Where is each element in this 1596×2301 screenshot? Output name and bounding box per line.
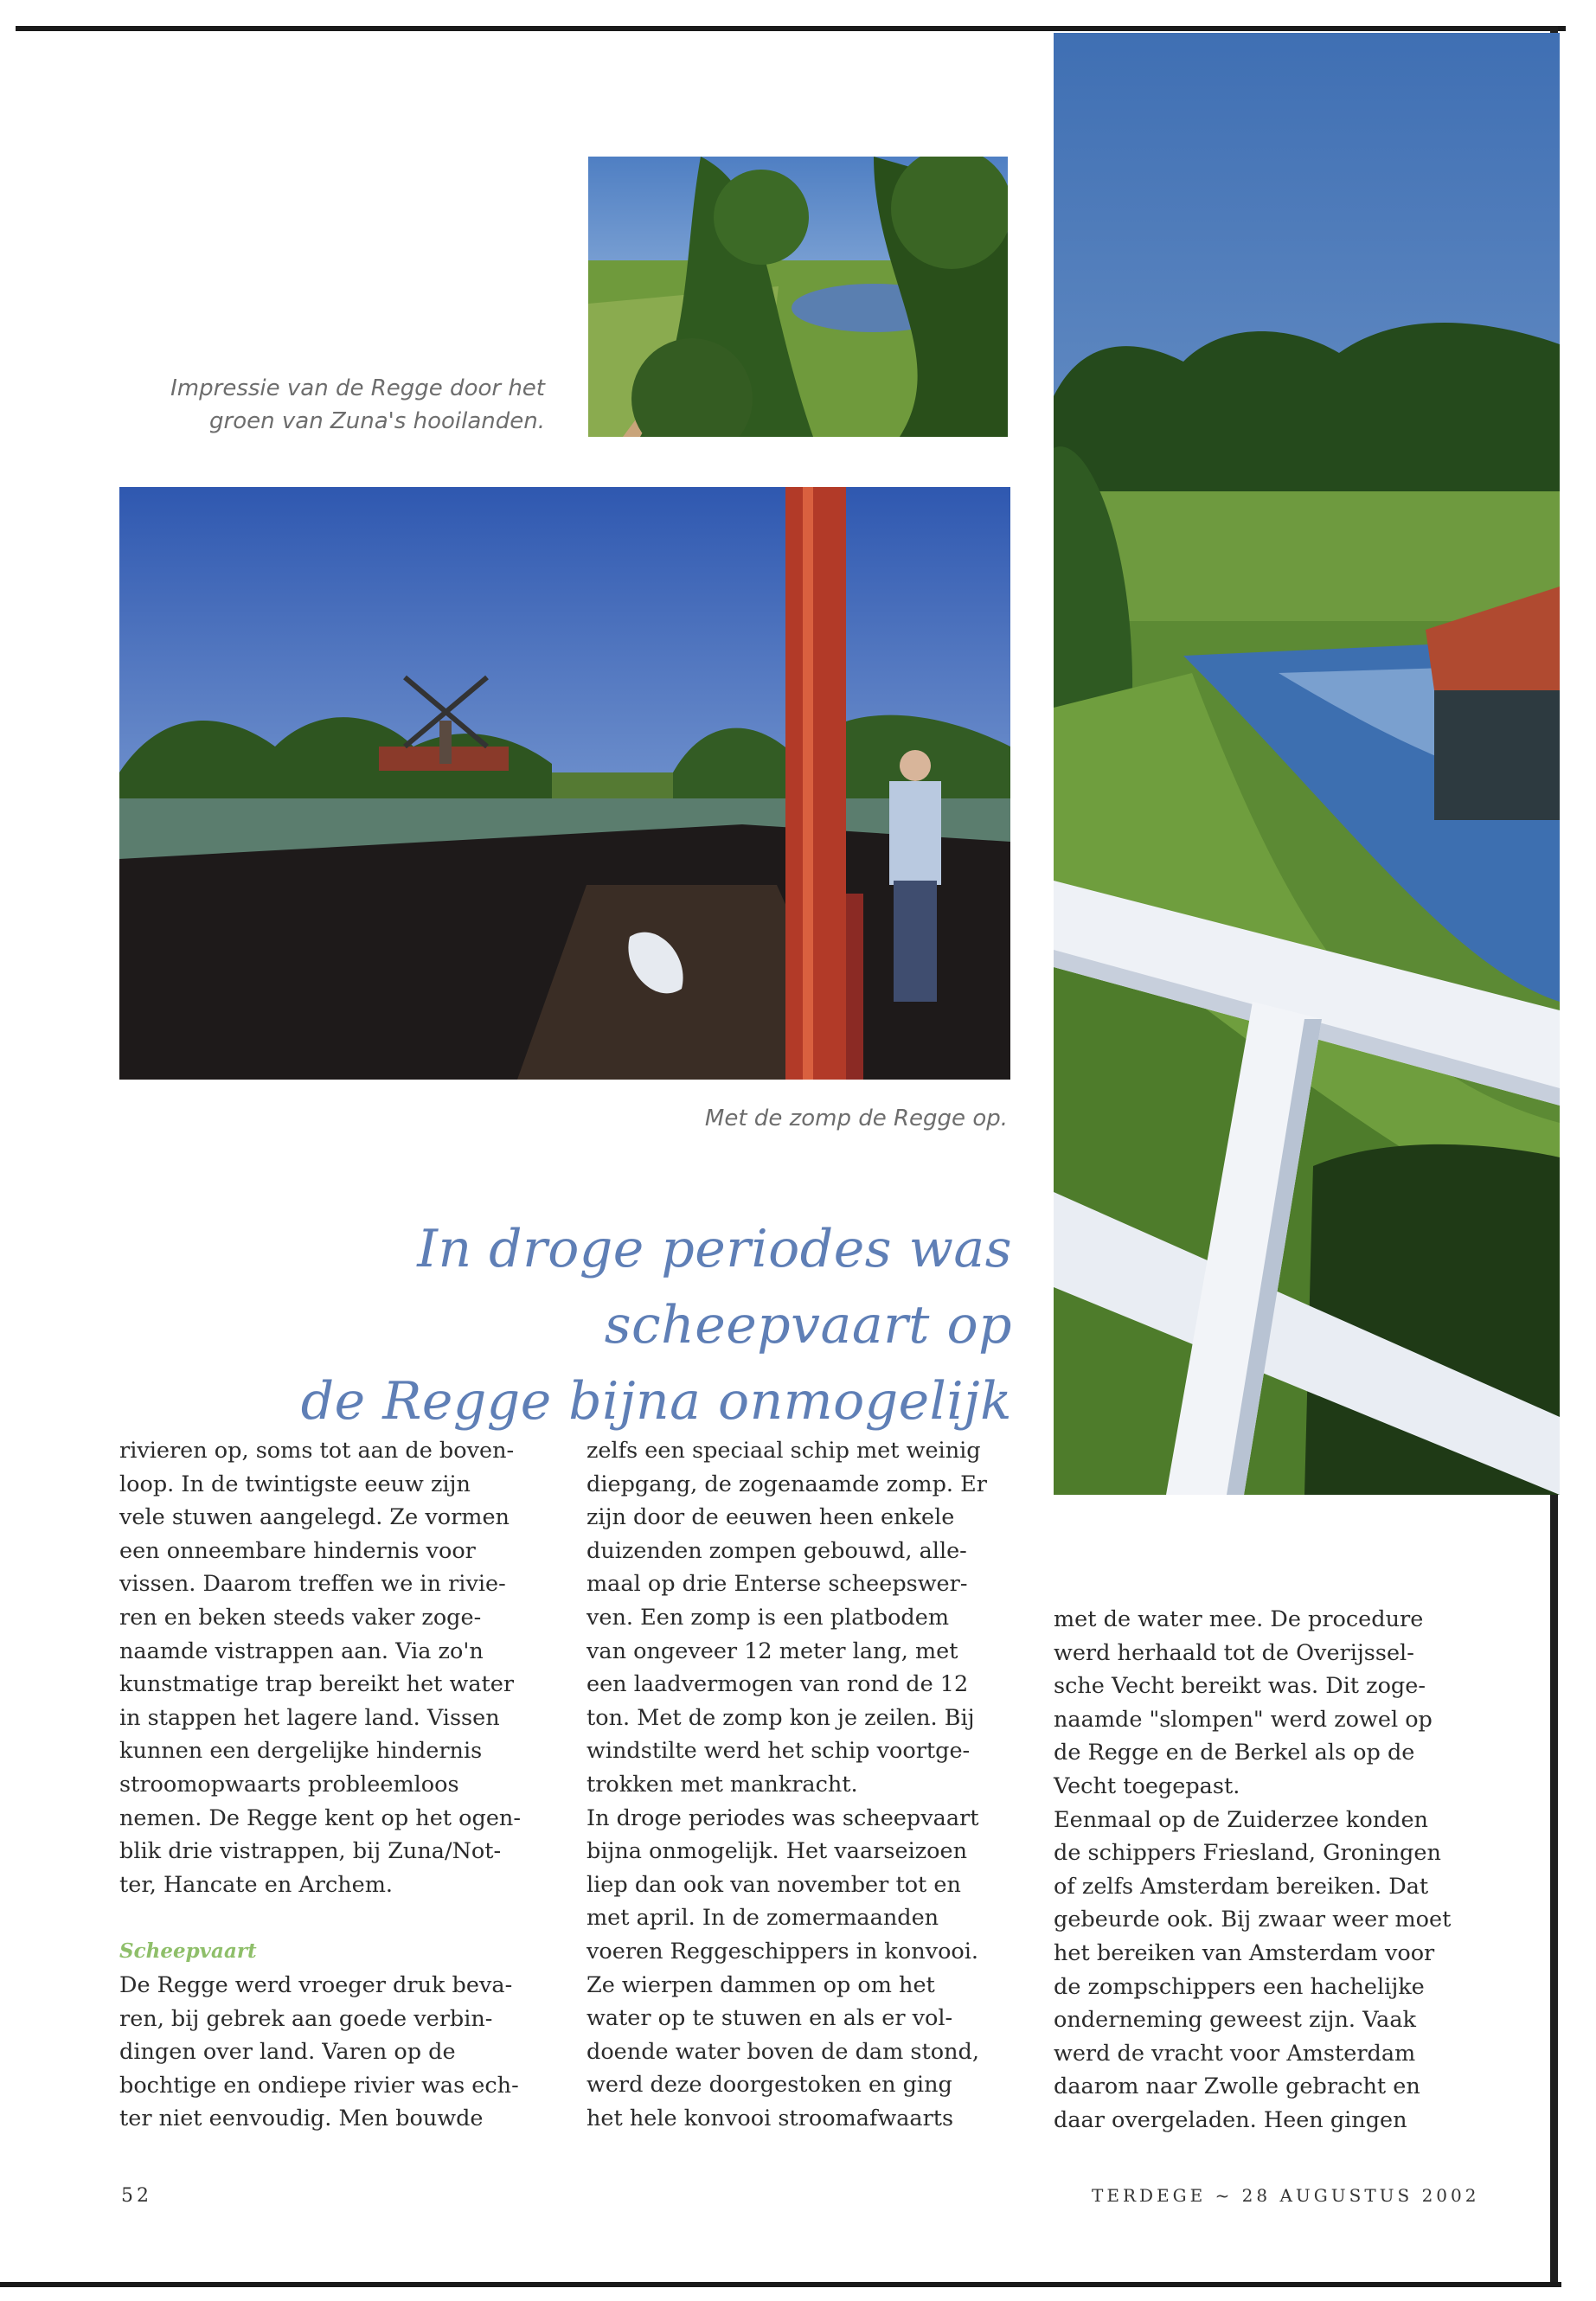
text-line: werd de vracht voor Amsterdam <box>1054 2040 1416 2067</box>
text-line: In droge periodes was scheepvaart <box>586 1804 979 1831</box>
text-line: vissen. Daarom treffen we in rivie- <box>119 1571 506 1598</box>
text-line: kunstmatige trap bereikt het water <box>119 1671 515 1698</box>
headline-line-1: In droge periodes was scheepvaart op <box>417 1219 1012 1356</box>
text-line: of zelfs Amsterdam bereiken. Dat <box>1054 1873 1429 1900</box>
text-line: het hele konvooi stroomafwaarts <box>586 2105 954 2131</box>
caption-top-line-1: Impressie van de Regge door het <box>170 375 545 401</box>
text-line: blik drie vistrappen, bij Zuna/Not- <box>119 1838 502 1865</box>
text-line: naamde "slompen" werd zowel op <box>1054 1706 1433 1733</box>
text-line: een onneembare hindernis voor <box>119 1537 476 1564</box>
text-line: ton. Met de zomp kon je zeilen. Bij <box>586 1704 975 1731</box>
text-line: doende water boven de dam stond, <box>586 2038 979 2065</box>
body-column-1 <box>119 1434 561 2136</box>
text-line: met de water mee. De procedure <box>1054 1606 1424 1632</box>
text-line: van ongeveer 12 meter lang, met <box>586 1638 958 1664</box>
body-column-2 <box>586 1434 1028 2135</box>
text-line: gebeurde ook. Bij zwaar weer moet <box>1054 1907 1452 1933</box>
text-line: de zompschippers een hachelijke <box>1054 1973 1425 2000</box>
text-line: ren, bij gebrek aan goede verbin- <box>119 2005 493 2032</box>
photo-zomp-boat <box>119 487 1010 1080</box>
text-line: de schippers Friesland, Groningen <box>1054 1840 1441 1867</box>
page-bottom-border <box>0 2282 1561 2287</box>
text-line: Ze wierpen dammen op om het <box>586 1971 935 1998</box>
subheading-scheepvaart: Scheepvaart <box>119 1939 257 1964</box>
text-line: met april. In de zomermaanden <box>586 1905 939 1932</box>
text-line: een laadvermogen van rond de 12 <box>586 1671 969 1698</box>
text-line: liep dan ook van november tot en <box>586 1871 961 1898</box>
headline <box>121 1211 1012 1439</box>
text-line: ven. Een zomp is een platbodem <box>586 1604 950 1631</box>
caption-top-photo <box>138 372 545 438</box>
text-line: bochtige en ondiepe rivier was ech- <box>119 2072 519 2099</box>
text-line: bijna onmogelijk. Het vaarseizoen <box>586 1838 968 1865</box>
text-line: naamde vistrappen aan. Via zo'n <box>119 1638 484 1664</box>
headline-line-2: de Regge bijna onmogelijk <box>300 1371 1012 1432</box>
text-line: onderneming geweest zijn. Vaak <box>1054 2007 1417 2034</box>
text-line: ter niet eenvoudig. Men bouwde <box>119 2106 484 2132</box>
text-line: diepgang, de zogenaamde zomp. Er <box>586 1471 987 1497</box>
photo-regge-greenery <box>588 157 1008 437</box>
text-line: Vecht toegepast. <box>1054 1772 1240 1799</box>
text-line: dingen over land. Varen op de <box>119 2039 456 2066</box>
magazine-footer: TERDEGE ~ 28 AUGUSTUS 2002 <box>1092 2185 1480 2206</box>
page-top-border <box>16 26 1566 31</box>
text-line: het bereiken van Amsterdam voor <box>1054 1939 1435 1966</box>
text-line: nemen. De Regge kent op het ogen- <box>119 1804 521 1831</box>
text-line: voeren Reggeschippers in konvooi. <box>586 1938 979 1965</box>
text-line: de Regge en de Berkel als op de <box>1054 1740 1415 1766</box>
photo-bridge-river <box>1054 33 1560 1495</box>
caption-boat-photo: Met de zomp de Regge op. <box>704 1106 1008 1131</box>
text-line: in stappen het lagere land. Vissen <box>119 1704 500 1731</box>
text-line: trokken met mankracht. <box>586 1771 858 1798</box>
text-line: duizenden zompen gebouwd, alle- <box>586 1537 967 1564</box>
text-line: zelfs een speciaal schip met weinig <box>586 1438 981 1464</box>
text-line: kunnen een dergelijke hindernis <box>119 1738 483 1765</box>
text-line: sche Vecht bereikt was. Dit zoge- <box>1054 1673 1426 1700</box>
text-line: De Regge werd vroeger druk beva- <box>119 1971 513 1998</box>
text-line: werd herhaald tot de Overijssel- <box>1054 1639 1414 1666</box>
text-line: maal op drie Enterse scheepswer- <box>586 1571 968 1598</box>
text-line: loop. In de twintigste eeuw zijn <box>119 1471 471 1497</box>
body-column-3 <box>1054 1603 1495 2138</box>
text-line: zijn door de eeuwen heen enkele <box>586 1504 955 1531</box>
text-line: daar overgeladen. Heen gingen <box>1054 2106 1407 2133</box>
text-line: rivieren op, soms tot aan de boven- <box>119 1438 515 1464</box>
text-line: vele stuwen aangelegd. Ze vormen <box>119 1504 510 1531</box>
text-line: windstilte werd het schip voortge- <box>586 1738 971 1765</box>
text-line: werd deze doorgestoken en ging <box>586 2072 952 2099</box>
text-line: water op te stuwen en als er vol- <box>586 2005 953 2032</box>
text-line: daarom naar Zwolle gebracht en <box>1054 2073 1420 2100</box>
page-number: 52 <box>121 2185 152 2207</box>
text-line: ren en beken steeds vaker zoge- <box>119 1604 482 1631</box>
text-line: stroomopwaarts probleemloos <box>119 1771 459 1798</box>
caption-top-line-2: groen van Zuna's hooilanden. <box>209 408 545 434</box>
text-line: ter, Hancate en Archem. <box>119 1871 394 1898</box>
text-line: Eenmaal op de Zuiderzee konden <box>1054 1806 1428 1833</box>
